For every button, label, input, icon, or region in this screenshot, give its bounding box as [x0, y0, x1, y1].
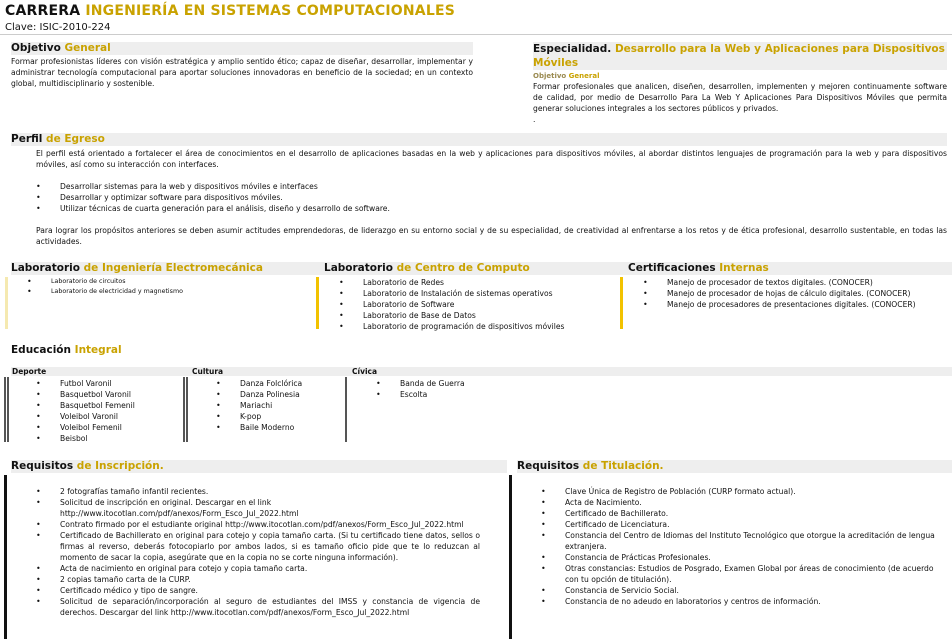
title-prefix: CARRERA — [5, 3, 81, 19]
education-sub-band — [11, 367, 952, 376]
list-item: • Certificado de Bachillerato. — [565, 508, 945, 519]
list-item: • Laboratorio de Base de Datos — [363, 310, 613, 321]
certifications-heading-accent: Internas — [719, 262, 769, 274]
sport-bar — [4, 377, 6, 442]
specialty-section — [533, 42, 947, 125]
career-code: Clave: ISIC-2010-224 — [5, 22, 111, 33]
list-item: • Constancia de Servicio Social. — [565, 585, 945, 596]
list-item: • K-pop — [240, 411, 350, 422]
sport-heading: Deporte — [12, 367, 47, 376]
certifications-heading — [628, 262, 948, 275]
list-item: • Acta de nacimiento en original para cotejo y copia tamaño carta. — [60, 563, 480, 574]
specialty-heading-main: Especialidad. — [533, 43, 612, 55]
lab-electro-bar — [5, 277, 8, 329]
lab-electro-heading-accent: de Ingeniería Electromecánica — [83, 262, 263, 274]
list-item: • Voleibol Femenil — [60, 422, 180, 433]
enrollment-heading-main: Requisitos — [11, 460, 74, 472]
list-item: • Escolta — [400, 389, 520, 400]
list-item: • Utilizar técnicas de cuarta generación para el análisis, diseño y desarrollo de software. — [60, 203, 940, 214]
list-item: • 2 copias tamaño carta de la CURP. — [60, 574, 480, 585]
list-item: • Manejo de procesador de hojas de cálculo digitales. (CONOCER) — [667, 288, 947, 299]
graduation-bar — [509, 475, 512, 639]
list-item: • Contrato firmado por el estudiante original http://www.itocotlan.com/pdf/anexos/Form_Esco_Jul_2022.html — [60, 519, 480, 530]
lab-electro-section — [11, 262, 311, 275]
profile-list — [60, 181, 940, 214]
graduation-heading — [517, 460, 952, 473]
list-item: • Solicitud de separación/incorporación al seguro de estudiantes del IMSS y constancia de vigencia de derechos. Descargar del link http://www.itocotlan.com/pdf/anexos/Form_Esco_Jul_2022.html — [60, 596, 480, 618]
lab-electro-heading — [11, 262, 311, 275]
list-item: • Basquetbol Varonil — [60, 389, 180, 400]
list-item: • Futbol Varonil — [60, 378, 180, 389]
list-item: • Laboratorio de programación de dispositivos móviles — [363, 321, 613, 332]
profile-heading — [11, 133, 947, 146]
specialty-heading — [533, 42, 947, 70]
list-item: • Basquetbol Femenil — [60, 400, 180, 411]
specialty-objective-main: Objetivo — [533, 72, 567, 80]
list-item: • Desarrollar sistemas para la web y dispositivos móviles e interfaces — [60, 181, 940, 192]
list-item: • Danza Polinesia — [240, 389, 350, 400]
certifications-section — [628, 262, 948, 275]
list-item: • Mariachi — [240, 400, 350, 411]
education-heading-accent: Integral — [74, 344, 122, 356]
culture-heading: Cultura — [192, 367, 224, 376]
list-item: • Voleibol Varonil — [60, 411, 180, 422]
enrollment-heading — [11, 460, 507, 473]
objective-text: Formar profesionistas líderes con visión estratégica y amplio sentido ético; capaz de diseñar, desarrollar, implementar y administrar tecnología computacional para aportar soluciones innovadoras en beneficio de la sociedad; en un contexto global, multidisciplinario y sostenible. — [11, 57, 473, 88]
list-item: • Baile Moderno — [240, 422, 350, 433]
specialty-text: Formar profesionales que analicen, diseñen, desarrollen, implementen y mejoren continuamente software de calidad, por medio de Desarrollo Para La Web Y Aplicaciones Para Dispositivos Móviles que permita generar soluciones integrales a los sectores públicos y privados. — [533, 82, 947, 113]
list-item: • Desarrollar y optimizar software para dispositivos móviles. — [60, 192, 940, 203]
culture-bar — [183, 377, 185, 442]
enrollment-heading-accent: de Inscripción. — [76, 460, 164, 472]
profile-heading-accent: de Egreso — [46, 133, 105, 145]
graduation-heading-accent: de Titulación. — [582, 460, 664, 472]
list-item: • Laboratorio de Software — [363, 299, 613, 310]
list-item: • Certificado médico y tipo de sangre. — [60, 585, 480, 596]
career-name: INGENIERÍA EN SISTEMAS COMPUTACIONALES — [85, 3, 456, 19]
specialty-objective-heading — [533, 71, 947, 81]
list-item: • Acta de Nacimiento. — [565, 497, 945, 508]
profile-outro: Para lograr los propósitos anteriores se deben asumir actitudes emprendedoras, de liderazgo en su entorno social y de su especialidad, de creatividad al enfrentarse a los retos y de ética profesional, desarrollo sustentable, en todas las actividades. — [36, 226, 947, 246]
culture-list — [240, 378, 350, 433]
profile-section — [11, 133, 947, 146]
list-item: • Laboratorio de Instalación de sistemas operativos — [363, 288, 613, 299]
lab-computo-heading-accent: de Centro de Computo — [396, 262, 530, 274]
list-item: • Otras constancias: Estudios de Posgrado, Examen Global por áreas de conocimiento (de acuerdo con tu opción de titulación). — [565, 563, 945, 585]
list-item: • Constancia del Centro de Idiomas del Instituto Tecnológico que otorgue la acreditación de lengua extranjera. — [565, 530, 945, 552]
certifications-list — [667, 277, 947, 310]
list-item: • Solicitud de inscripción en original. Descargar en el link http://www.itocotlan.com/pdf/anexos/Form_Esco_Jul_2022.html — [60, 497, 480, 519]
list-item: • Danza Folclórica — [240, 378, 350, 389]
lab-electro-list — [51, 277, 301, 297]
enrollment-list — [60, 486, 480, 618]
list-item: • Certificado de Licenciatura. — [565, 519, 945, 530]
lab-computo-list — [363, 277, 613, 332]
profile-intro: El perfil está orientado a fortalecer el área de conocimientos en el desarrollo de aplicaciones basadas en la web y aplicaciones para dispositivos móviles, al abordar distintos lenguajes de programación para la web y para dispositivos móviles, así como su interacción con interfaces. — [36, 149, 947, 169]
list-item: • Clave Única de Registro de Población (CURP formato actual). — [565, 486, 945, 497]
list-item: • 2 fotografías tamaño infantil recientes. — [60, 486, 480, 497]
certifications-bar — [620, 277, 623, 329]
list-item: • Manejo de procesador de textos digitales. (CONOCER) — [667, 277, 947, 288]
objective-heading — [11, 42, 473, 55]
enrollment-bar — [4, 475, 7, 639]
lab-computo-heading-main: Laboratorio — [324, 262, 393, 274]
specialty-dot: . — [533, 115, 536, 124]
profile-heading-main: Perfil — [11, 133, 43, 145]
list-item: • Certificado de Bachillerato en original para cotejo y copia tamaño carta. (Si tu certificado tiene datos, sellos o firmas al reverso, deberás fotocopiarlo por ambos lados, si es tamaño oficio pide que te lo reduzcan al momento de sacar la copia, asegúrate que en la copia no se corte ninguna información). — [60, 530, 480, 563]
list-item: • Beisbol — [60, 433, 180, 444]
list-item: • Laboratorio de Redes — [363, 277, 613, 288]
civic-list — [400, 378, 520, 400]
objective-heading-main: Objetivo — [11, 42, 61, 54]
objective-heading-accent: General — [64, 42, 111, 54]
page-title — [5, 3, 455, 19]
graduation-list — [565, 486, 945, 607]
civic-bar — [345, 377, 347, 442]
list-item: • Constancia de Prácticas Profesionales. — [565, 552, 945, 563]
culture-bar-2 — [186, 377, 188, 442]
list-item: • Laboratorio de circuitos — [51, 277, 301, 287]
lab-computo-heading — [324, 262, 624, 275]
list-item: • Manejo de procesadores de presentaciones digitales. (CONOCER) — [667, 299, 947, 310]
lab-electro-heading-main: Laboratorio — [11, 262, 80, 274]
list-item: • Laboratorio de electricidad y magnetismo — [51, 287, 301, 297]
lab-computo-bar — [316, 277, 319, 329]
specialty-objective-accent: General — [568, 72, 600, 80]
graduation-heading-main: Requisitos — [517, 460, 580, 472]
education-heading — [11, 344, 211, 357]
objective-section — [11, 42, 473, 89]
lab-computo-section — [324, 262, 624, 275]
education-heading-main: Educación — [11, 344, 71, 356]
header-divider — [0, 34, 952, 35]
sport-list — [60, 378, 180, 444]
certifications-heading-main: Certificaciones — [628, 262, 716, 274]
sport-bar-2 — [7, 377, 9, 442]
list-item: • Constancia de no adeudo en laboratorios y centros de información. — [565, 596, 945, 607]
civic-heading: Cívica — [352, 367, 378, 376]
list-item: • Banda de Guerra — [400, 378, 520, 389]
specialty-heading-accent: Desarrollo para la Web y Aplicaciones para Dispositivos Móviles — [533, 43, 945, 69]
